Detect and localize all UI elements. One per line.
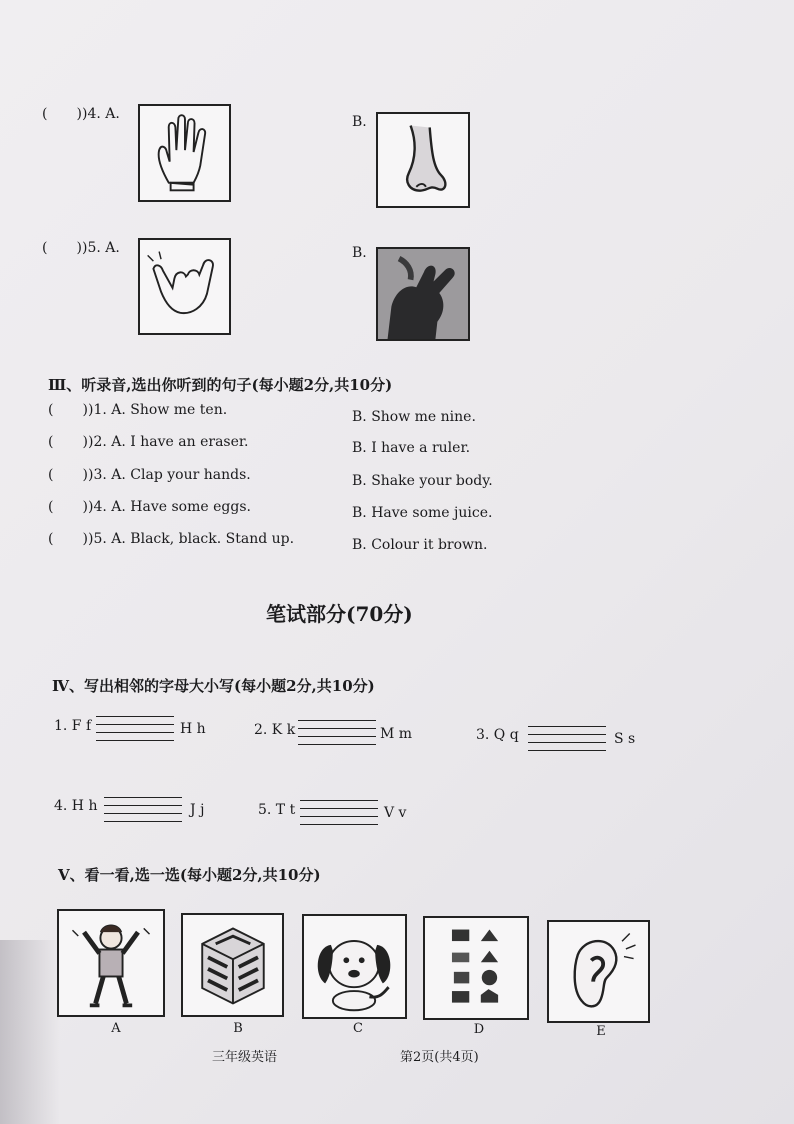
part3-q5 (48, 531, 294, 547)
letters-left: 2. K k (254, 722, 296, 738)
caption-d: D (473, 1022, 485, 1037)
option-b: B. Have some juice. (352, 505, 493, 521)
option-a: Black, black. Stand up. (130, 531, 295, 547)
question-number: )3. A. (88, 467, 126, 483)
letters-right: J j (190, 802, 205, 818)
letter-blocks-icon (183, 915, 282, 1015)
hand-gesture-image (138, 238, 231, 335)
nose-image (376, 112, 470, 208)
picture-a (57, 909, 165, 1017)
part3-q3 (48, 467, 251, 483)
answer-bracket[interactable] (42, 240, 82, 256)
option-a: Clap your hands. (130, 467, 251, 483)
letters-right: S s (614, 731, 636, 747)
answer-bracket[interactable] (48, 531, 88, 547)
answer-bracket[interactable] (48, 434, 88, 450)
picture-c (302, 914, 407, 1019)
writing-lines[interactable] (96, 714, 174, 744)
picture-b (181, 913, 284, 1017)
writing-lines[interactable] (298, 718, 376, 748)
letters-right: H h (180, 721, 206, 737)
nose-icon (378, 114, 468, 206)
answer-bracket[interactable] (42, 106, 82, 122)
option-b: B. Colour it brown. (352, 537, 488, 553)
caption-a: A (111, 1021, 121, 1036)
question-number: )4. A. (82, 106, 120, 122)
answer-bracket[interactable] (48, 499, 88, 515)
option-a: I have an eraser. (130, 434, 249, 450)
scan-shadow (0, 940, 60, 1124)
hand-icon (140, 106, 229, 200)
question-number: )1. A. (88, 402, 126, 418)
part2-q4-b: B. (352, 114, 367, 130)
option-b: B. Show me nine. (352, 409, 476, 425)
answer-bracket[interactable] (48, 467, 88, 483)
letters-left: 5. T t (258, 802, 296, 818)
writing-lines[interactable] (300, 798, 378, 828)
caption-c: C (353, 1021, 363, 1036)
caption-e: E (596, 1024, 606, 1039)
part3-q1 (48, 402, 227, 418)
written-section-title: 笔试部分(70分) (266, 602, 413, 626)
letters-left: 1. F f (54, 718, 92, 734)
ear-icon (549, 922, 648, 1021)
part2-q4 (42, 106, 120, 122)
part4-heading: Ⅳ、写出相邻的字母大小写(每小题2分,共10分) (52, 677, 375, 695)
question-number: )4. A. (88, 499, 126, 515)
part2-q5 (42, 240, 120, 256)
writing-lines[interactable] (528, 724, 606, 754)
part5-heading: Ⅴ、看一看,选一选(每小题2分,共10分) (58, 866, 321, 884)
question-number: )5. A. (82, 240, 120, 256)
letters-left: 3. Q q (476, 727, 519, 743)
dog-icon (304, 916, 405, 1017)
cakes-icon (425, 918, 527, 1018)
answer-bracket[interactable] (48, 402, 88, 418)
option-a: Have some eggs. (130, 499, 251, 515)
writing-lines[interactable] (104, 795, 182, 825)
footer-grade: 三年级英语 (212, 1050, 278, 1065)
picture-e (547, 920, 650, 1023)
letters-left: 4. H h (54, 798, 98, 814)
footer-page-number: 第2页(共4页) (400, 1050, 479, 1065)
letters-right: M m (380, 726, 413, 742)
part3-q4 (48, 499, 251, 515)
photo-image (376, 247, 470, 341)
question-number: )2. A. (88, 434, 126, 450)
question-number: )5. A. (88, 531, 126, 547)
caption-b: B (233, 1021, 243, 1036)
part2-q5-b: B. (352, 245, 367, 261)
hand-image (138, 104, 231, 202)
waving-boy-icon (59, 911, 163, 1015)
letters-right: V v (384, 805, 407, 821)
part3-heading: Ⅲ、听录音,选出你听到的句子(每小题2分,共10分) (48, 376, 393, 394)
hand-gesture-icon (140, 240, 229, 333)
picture-d (423, 916, 529, 1020)
photo-icon (378, 249, 468, 339)
option-b: B. I have a ruler. (352, 440, 471, 456)
option-a: Show me ten. (130, 402, 228, 418)
option-b: B. Shake your body. (352, 473, 493, 489)
part3-q2 (48, 434, 249, 450)
